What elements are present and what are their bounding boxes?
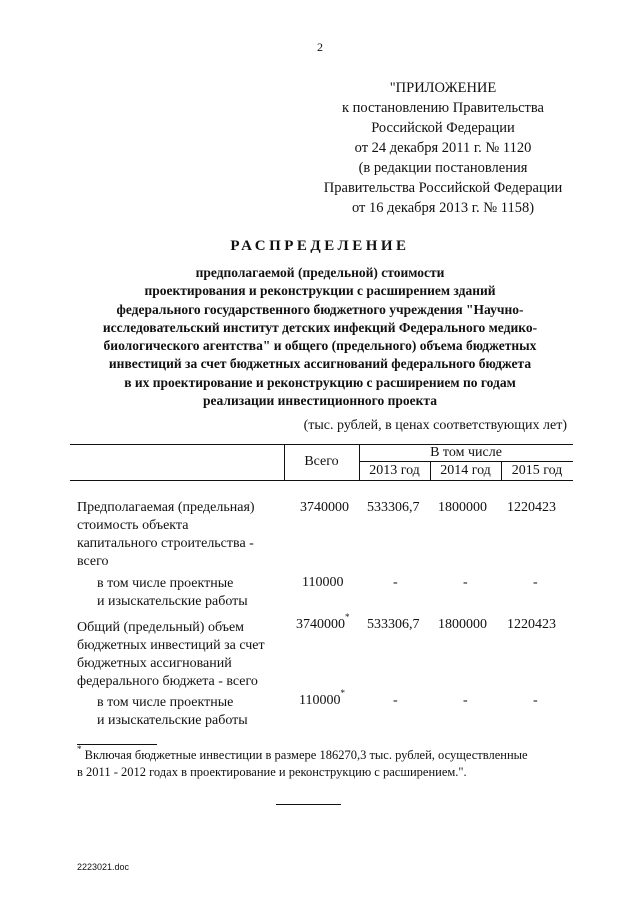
appendix-line: от 24 декабря 2011 г. № 1120 <box>354 140 532 156</box>
row-total-value: 110000* <box>299 688 345 708</box>
subtitle-line: реализации инвестиционного проекта <box>203 393 437 409</box>
header-year-2014: 2014 год <box>440 463 491 478</box>
table-row-label: в том числе проектные и изыскательские работы <box>97 695 248 728</box>
header-including: В том числе <box>430 445 502 460</box>
row-2013-value: 533306,7 <box>367 617 420 632</box>
subtitle-line: исследовательский институт детских инфекций Федерального медико- <box>102 319 538 335</box>
appendix-line: "ПРИЛОЖЕНИЕ <box>389 80 497 96</box>
footnote-separator <box>77 744 157 745</box>
appendix-line: от 16 декабря 2013 г. № 1158) <box>351 200 535 216</box>
subtitle-line: биологического агентства" и общего (предельного) объема бюджетных <box>103 338 537 354</box>
page-number: 2 <box>317 40 323 54</box>
row-2015-value: - <box>533 575 538 590</box>
subtitle-line: предполагаемой (предельной) стоимости <box>195 265 445 280</box>
appendix-line: к постановлению Правительства <box>342 100 544 116</box>
subtitle-line: проектирования и реконструкции с расширением зданий <box>144 283 496 299</box>
table-row-label: в том числе проектные и изыскательские работы <box>97 576 248 609</box>
header-year-2015: 2015 год <box>511 463 563 478</box>
footnote-mark: * <box>77 743 82 754</box>
header-total: Всего <box>304 454 339 469</box>
row-2013-value: - <box>393 575 398 590</box>
appendix-line: (в редакции постановления <box>358 160 528 176</box>
document-subtitle <box>60 264 580 410</box>
table-row-label: Предполагаемая (предельная) стоимость объекта капитального строительства - всего <box>77 500 255 569</box>
document-title: РАСПРЕДЕЛЕНИЕ <box>230 238 410 254</box>
row-2015-value: 1220423 <box>507 500 556 515</box>
appendix-header <box>318 78 568 218</box>
row-total-value: 3740000* <box>296 612 350 632</box>
row-2014-value: 1800000 <box>438 500 487 515</box>
end-separator <box>276 804 341 805</box>
units-note: (тыс. рублей, в ценах соответствующих лет) <box>303 418 567 433</box>
row-total-value: 110000 <box>302 575 344 590</box>
row-2014-value: 1800000 <box>438 617 487 632</box>
appendix-line: Российской Федерации <box>371 120 515 136</box>
table-header-bottom-border <box>70 480 573 481</box>
subtitle-line: федерального государственного бюджетного учреждения "Научно- <box>116 301 524 317</box>
table-subheader-border <box>359 461 573 462</box>
appendix-line: Правительства Российской Федерации <box>323 180 563 196</box>
header-year-2013: 2013 год <box>369 463 420 478</box>
document-file-id: 2223021.doc <box>77 862 130 872</box>
row-2013-value: - <box>393 693 398 708</box>
row-2013-value: 533306,7 <box>367 500 420 515</box>
row-2014-value: - <box>463 575 468 590</box>
subtitle-line: в их проектирование и реконструкцию с расширением по годам <box>124 374 516 390</box>
footnote: * Включая бюджетные инвестиции в размере 186270,3 тыс. рублей, осуществленные в 2011 - 2012 годах в проектирование и реконструкцию с расширением.". <box>77 743 528 779</box>
row-total-value: 3740000 <box>300 500 349 515</box>
row-2014-value: - <box>463 693 468 708</box>
subtitle-line: инвестиций за счет бюджетных ассигнований федерального бюджета <box>108 356 532 372</box>
table-row-label: Общий (предельный) объем бюджетных инвестиций за счет бюджетных ассигнований федерального бюджета - всего <box>77 620 265 689</box>
row-2015-value: 1220423 <box>507 617 556 632</box>
row-2015-value: - <box>533 693 538 708</box>
